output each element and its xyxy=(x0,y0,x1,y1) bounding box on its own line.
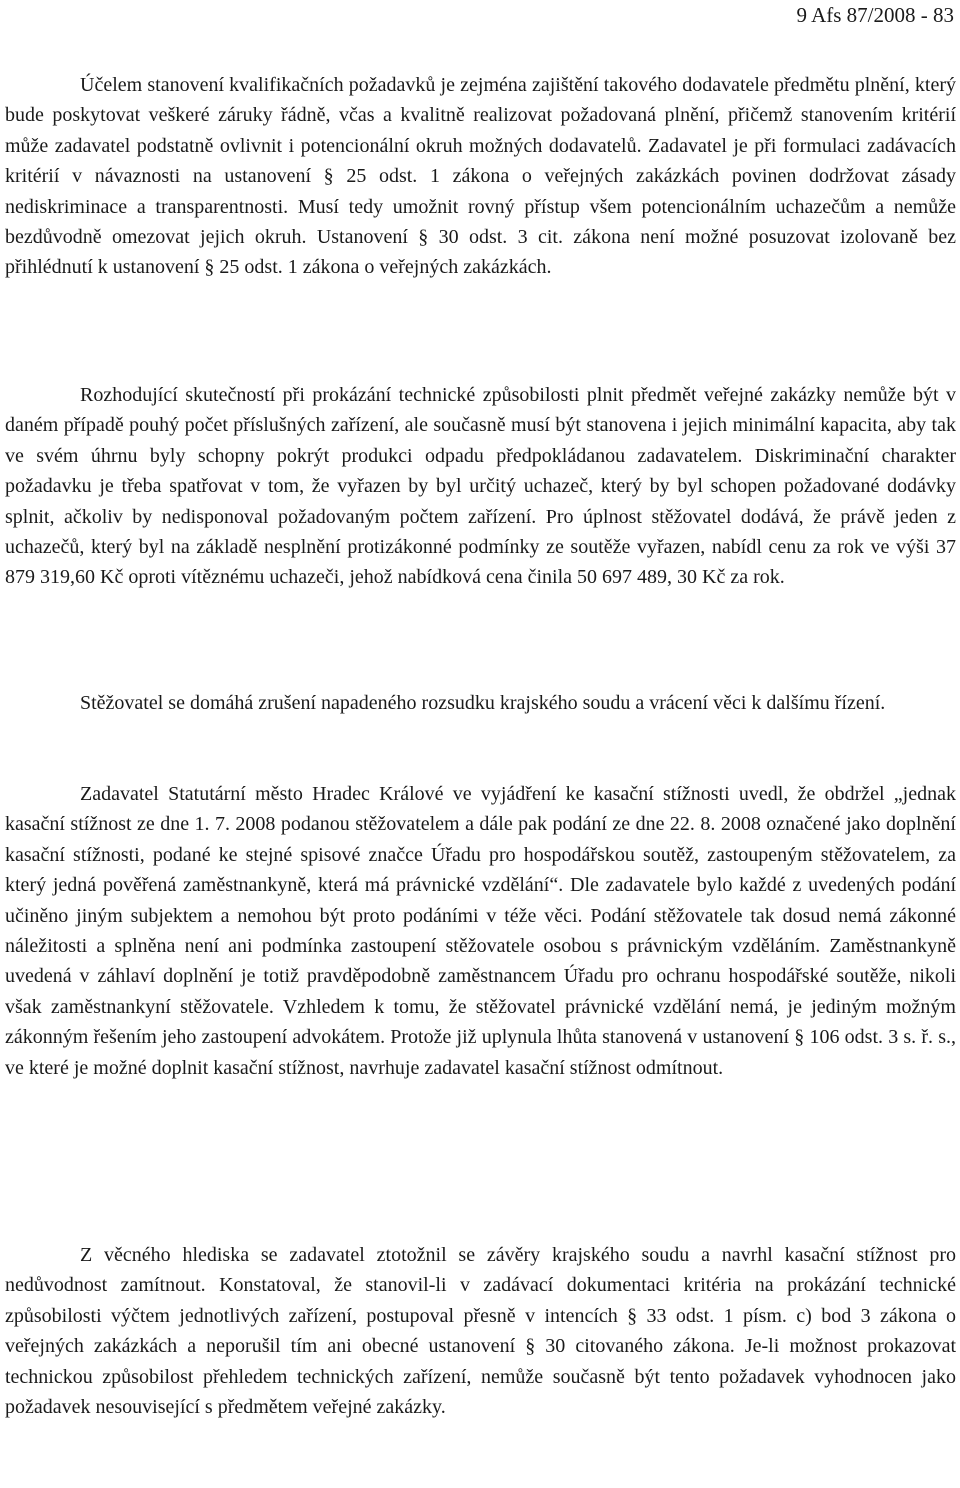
paragraph-contracting-authority-statement: Zadavatel Statutární město Hradec Králové ve vyjádření ke kasační stížnosti uvedl, že obdržel „jednak kasační stížnost ze dne 1. 7. 2008 podanou stěžovatelem a dále pak podání ze dne 22. 8. 2008 označené jako doplnění kasační stížnosti, podané ke stejné spisové značce Úřadu pro hospodářskou soutěž, zastoupeným stěžovatelem, za který jedná pověřená zaměstnankyně, která má právnické vzdělání“. Dle zadavatele bylo každé z uvedených podání učiněno jiným subjektem a nemohou být proto podáními v téže věci. Podání stěžovatele tak dosud nemá zákonné náležitosti a splněna není ani podmínka zastoupení stěžovatele osobou s právnickým vzděláním. Zaměstnankyně uvedená v záhlaví doplnění je totiž pravděpodobně zaměstnancem Úřadu pro ochranu hospodářské soutěže, nikoli však zaměstnankyní stěžovatele. Vzhledem k tomu, že stěžovatel právnické vzdělání nemá, je jediným možným zákonným řešením jeho zastoupení advokátem. Protože již uplynula lhůta stanovená v ustanovení § 106 odst. 3 s. ř. s., ve které je možné doplnit kasační stížnost, navrhuje zadavatel kasační stížnost odmítnout. xyxy=(5,783,956,1079)
paragraph-petition: Stěžovatel se domáhá zrušení napadeného rozsudku krajského soudu a vrácení věci k dalšímu řízení. xyxy=(80,692,886,714)
paragraph-qualification-purpose: Účelem stanovení kvalifikačních požadavků je zejména zajištění takového dodavatele předmětu plnění, který bude poskytovat veškeré záruky řádně, včas a kvalitně realizovat požadovaná plnění, přičemž stanovením kritérií může zadavatel podstatně ovlivnit i potencionální okruh možných dodavatelů. Zadavatel je při formulaci zadávacích kritérií v návaznosti na ustanovení § 25 odst. 1 zákona o veřejných zakázkách povinen dodržovat zásady nediskriminace a transparentnosti. Musí tedy umožnit rovný přístup všem potencionálním uchazečům a nemůže bezdůvodně omezovat jejich okruh. Ustanovení § 30 odst. 3 cit. zákona není možné posuzovat izolovaně bez přihlédnutí k ustanovení § 25 odst. 1 zákona o veřejných zakázkách. xyxy=(5,74,956,279)
case-number-header: 9 Afs 87/2008 - 83 xyxy=(796,3,954,27)
paragraph-technical-capacity: Rozhodující skutečností při prokázání technické způsobilosti plnit předmět veřejné zakázky nemůže být v daném případě pouhý počet příslušných zařízení, ale současně musí být stanovena i jejich minimální kapacita, aby tak ve svém úhrnu byly schopny pokrýt produkci odpadu předpokládanou zadavatelem. Diskriminační charakter požadavku je třeba spatřovat v tom, že vyřazen by byl určitý uchazeč, který by byl schopen požadované dodávky splnit, ačkoliv by nedisponoval požadovaným počtem zařízení. Pro úplnost stěžovatel dodává, že právě jeden z uchazečů, který byl na základě nesplnění protizákonné podmínky ze soutěže vyřazen, nabídl cenu za rok ve výši 37 879 319,60 Kč oproti vítěznému uchazeči, jehož nabídková cena činila 50 697 489, 30 Kč za rok. xyxy=(5,384,956,589)
paragraph-merits: Z věcného hlediska se zadavatel ztotožnil se závěry krajského soudu a navrhl kasační stížnost pro nedůvodnost zamítnout. Konstatoval, že stanovil-li v zadávací dokumentaci kritéria na prokázání technické způsobilosti výčtem jednotlivých zařízení, postupoval přesně v intencích § 33 odst. 1 písm. c) bod 3 zákona o veřejných zakázkách a neporušil tím ani obecné ustanovení § 30 citovaného zákona. Je-li možnost prokazovat technickou způsobilost přehledem technických zařízení, nemůže současně být tento požadavek vyhodnocen jako požadavek nesouvisející s předmětem veřejné zakázky. xyxy=(5,1244,956,1419)
